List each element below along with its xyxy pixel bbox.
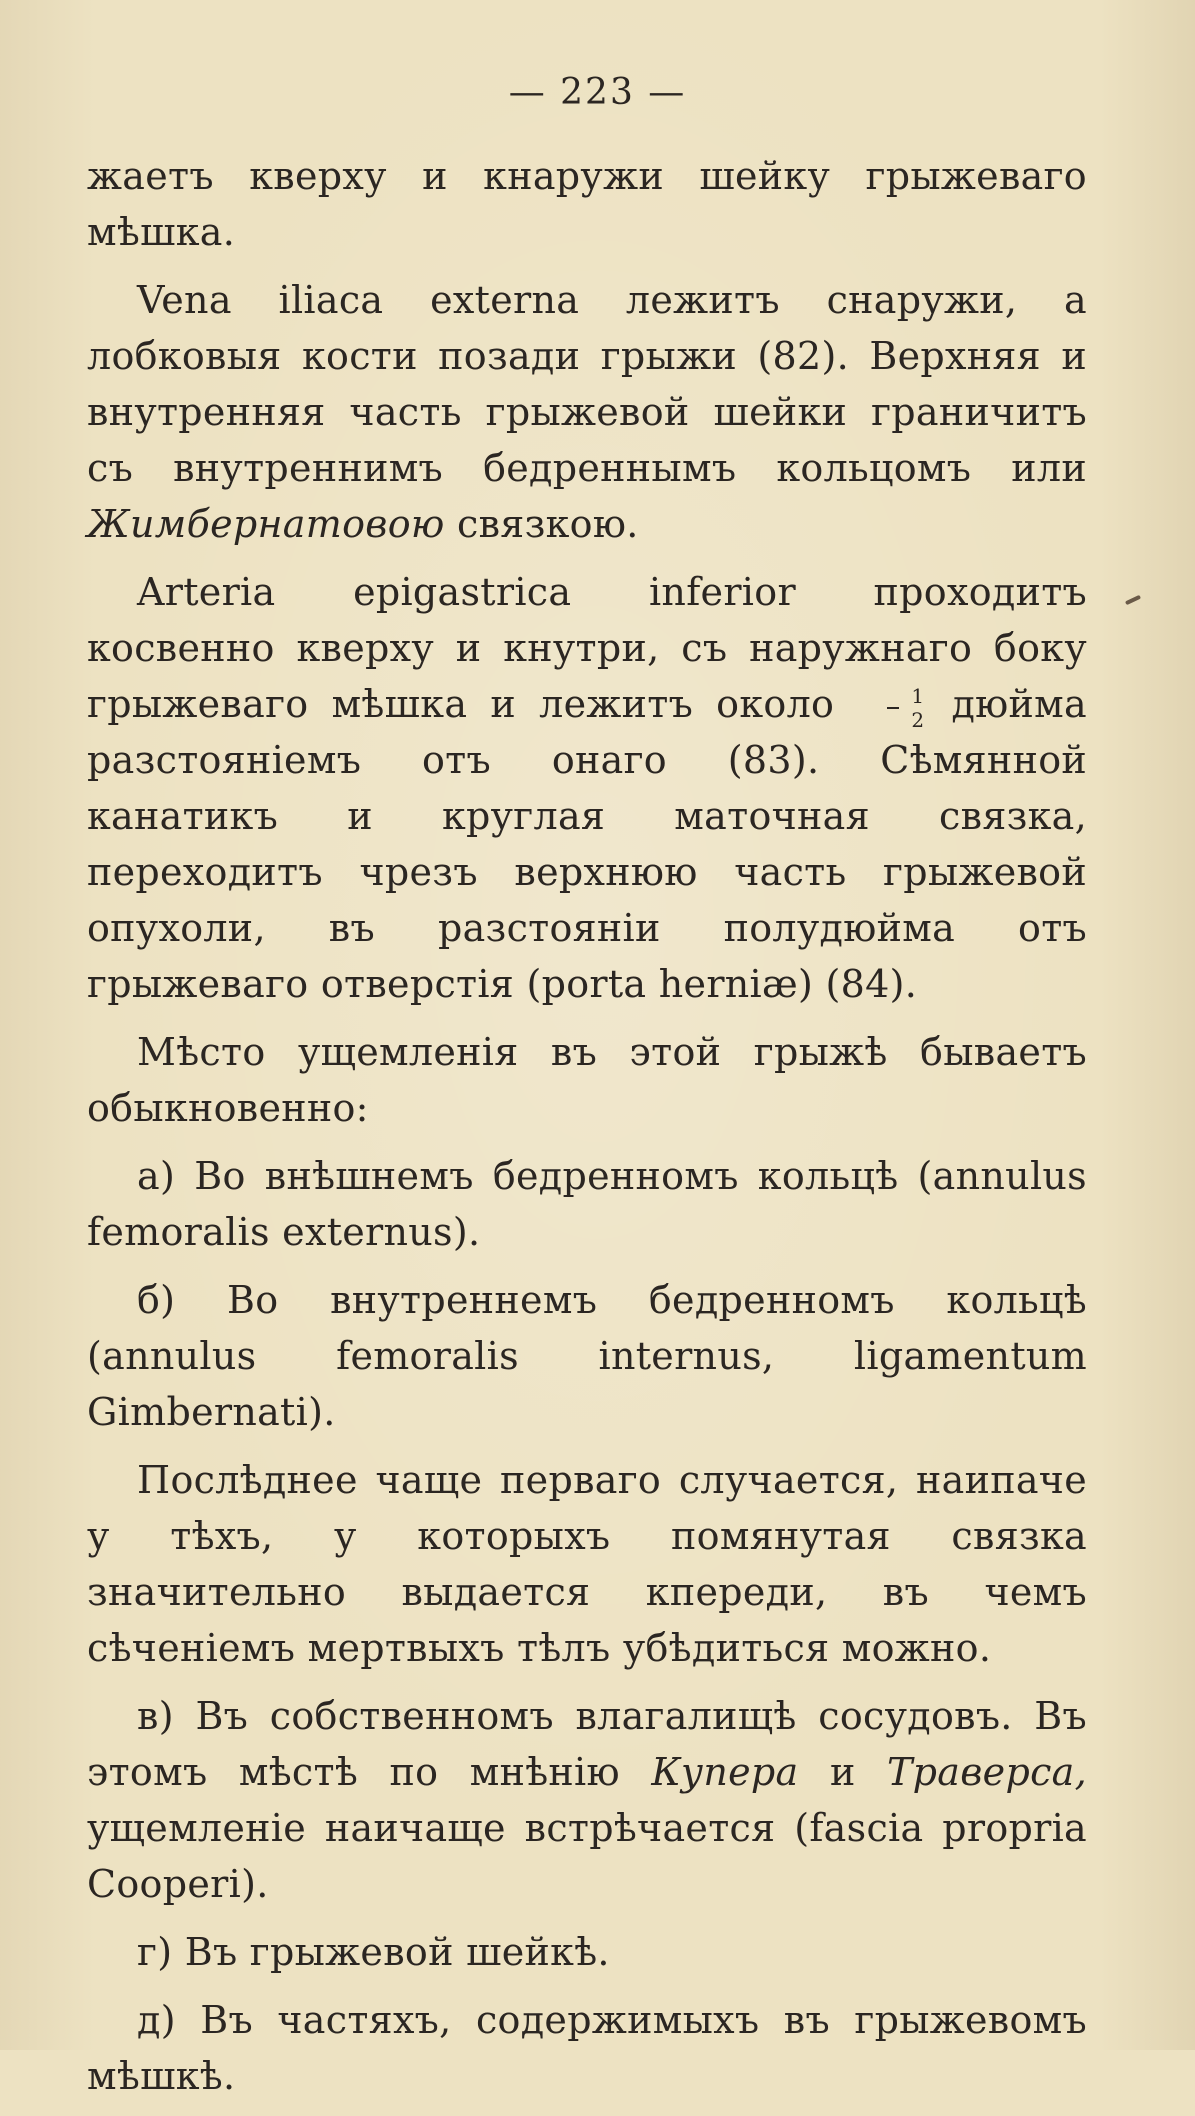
fraction-denominator: 2 <box>911 707 925 732</box>
text-run: дюйма разстояніемъ отъ онаго (83). Сѣмянной канатикъ и круглая маточная связка, переходитъ чрезъ верхнюю часть грыжевой опухоли, въ разстояніи полудюйма отъ грыжеваго отверстія (porta herniæ) (84). <box>87 682 1087 1006</box>
text-run: а) Во внѣшнемъ бедренномъ кольцѣ (annulus femoralis externus). <box>87 1154 1087 1254</box>
fraction-numerator: 1 <box>911 683 925 708</box>
text-run: жаетъ кверху и кнаружи шейку грыжеваго мѣшка. <box>87 154 1087 254</box>
text-run: в) Въ собственномъ влагалищѣ сосудовъ. Въ этомъ мѣстѣ по мнѣнію <box>87 1694 1087 1794</box>
text-run: ущемленіе наичаще встрѣчается (fascia propria Cooperi). <box>87 1806 1087 1906</box>
italic-text: Купера <box>651 1750 799 1794</box>
paragraph <box>87 1024 1087 1136</box>
text-run: Vena iliaca externa лежитъ снаружи, а лобковыя кости позади грыжи (82). Верхняя и внутренняя часть грыжевой шейки граничитъ съ внутреннимъ бедреннымъ кольцомъ или <box>87 278 1087 490</box>
text-run: б) Во внутреннемъ бедренномъ кольцѣ (annulus femoralis internus, ligamentum Gimbernati). <box>87 1278 1087 1434</box>
text-run: связкою. <box>444 502 639 546</box>
paragraph <box>87 1272 1087 1440</box>
paragraph <box>87 272 1087 552</box>
body-text <box>87 148 1087 2116</box>
text-run: и <box>798 1750 888 1794</box>
ink-mark <box>1125 595 1141 605</box>
text-run: г) Въ грыжевой шейкѣ. <box>137 1930 610 1974</box>
paragraph <box>87 564 1087 1012</box>
paragraph <box>87 148 1087 260</box>
paragraph <box>87 1148 1087 1260</box>
text-run: Arteria epigastrica inferior проходитъ косвенно кверху и кнутри, съ наружнаго боку грыжеваго мѣшка и лежитъ около <box>87 570 1087 726</box>
paragraph <box>87 1924 1087 1980</box>
italic-text: Жимбернатовою <box>87 502 445 546</box>
text-run: Послѣднее чаще перваго случается, наипаче у тѣхъ, у которыхъ помянутая связка значительно выдается кпереди, въ чемъ сѣченіемъ мертвыхъ тѣлъ убѣдиться можно. <box>87 1458 1087 1670</box>
page-number: — 223 — <box>508 72 687 113</box>
paragraph <box>87 1452 1087 1676</box>
fraction-bar <box>887 707 899 709</box>
paragraph <box>87 1688 1087 1912</box>
paragraph <box>87 1992 1087 2104</box>
fraction <box>861 683 925 732</box>
text-run: Мѣсто ущемленія въ этой грыжѣ бываетъ обыкновенно: <box>87 1030 1087 1130</box>
text-run: д) Въ частяхъ, содержимыхъ въ грыжевомъ мѣшкѣ. <box>87 1998 1087 2098</box>
italic-text: Траверса, <box>887 1750 1087 1794</box>
